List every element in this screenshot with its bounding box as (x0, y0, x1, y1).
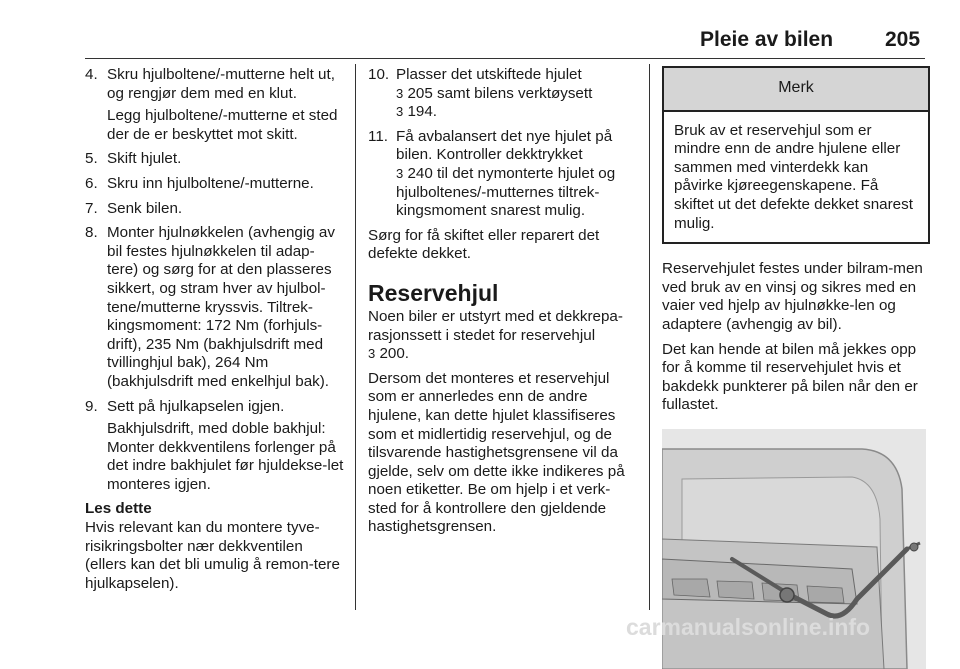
column-divider-2 (649, 64, 650, 610)
list-item-6 (85, 175, 345, 194)
paragraph: Det kan hende at bilen må jekkes opp for å komme til reservehjulet hvis et bakdekk punkterer på bilen når den er fullastet. (662, 340, 918, 414)
section-heading: Reservehjul (368, 279, 499, 306)
list-text-part: 205 samt bilens verktøysett (403, 84, 593, 102)
list-item-8 (85, 224, 345, 391)
paragraph-part: Noen biler er utstyrt med et dekkrepa-rasjonssett i stedet for reservehjul (368, 307, 623, 344)
list-text (396, 66, 634, 122)
list-item-4 (85, 66, 345, 103)
list-number: 10. (368, 66, 390, 83)
list-subtext: Bakhjulsdrift, med doble bakhjul: Monter dekkventilens forlenger på det indre bakhjulet før hjuldekse-let monteres igjen. (107, 420, 344, 493)
list-text (396, 128, 634, 221)
list-text: Skru inn hjulboltene/-mutterne. (107, 174, 314, 192)
page-reference-icon: 3 (396, 165, 404, 181)
list-text-part: Plasser det utskiftede hjulet (396, 66, 582, 83)
header-rule (85, 58, 925, 59)
list-item-7 (85, 200, 345, 219)
list-text: Senk bilen. (107, 199, 183, 217)
list-text: Monter hjulnøkkelen (avhengig av bil festes hjulnøkkelen til adap-tere) og sørg for at den plasseres sikkert, og stram hver av hjulbol-tene/mutterne kryssvis. Tiltrek-kingsmoment: 172 Nm (forhjuls-drift), 235 Nm (bakhjulsdrift med tvillinghjul bak), 264 Nm (bakhjulsdrift med enkelhjul bak). (107, 224, 335, 390)
list-text: Skru hjulboltene/-mutterne helt ut, og rengjør dem med en klut. (107, 66, 335, 102)
list-text: Skift hjulet. (107, 150, 182, 168)
page-reference-icon: 3 (396, 85, 404, 101)
note-heading: Les dette (85, 500, 152, 518)
list-number: 11. (368, 127, 388, 145)
list-text: Sett på hjulkapselen igjen. (107, 397, 285, 415)
page-number: 205 (885, 28, 921, 51)
column-divider-1 (355, 64, 356, 610)
watermark: carmanualsonline.info (626, 614, 871, 640)
list-item-9 (85, 398, 345, 417)
page-reference-icon: 3 (368, 346, 376, 362)
list-number: 8. (85, 224, 98, 242)
column-2 (368, 66, 634, 543)
list-number: 4. (85, 66, 98, 83)
list-number: 7. (85, 199, 98, 217)
list-text-part: 240 til det nymonterte hjulet og hjulboltenes/-mutternes tiltrek-kingsmoment snarest mulig. (396, 164, 616, 220)
list-number: 6. (85, 174, 98, 192)
list-text-part: 194. (403, 103, 438, 121)
note-box (662, 66, 930, 244)
paragraph: Reservehjulet festes under bilram-men ved bruk av en vinsj og sikres med en vaier ved hjelp av hjulnøkke-len og adaptere (avhengig av bil). (662, 260, 923, 333)
column-1 (85, 66, 345, 593)
note-body: Hvis relevant kan du montere tyve-risikringsbolter nær dekkventilen (ellers kan det bli umulig å remon-tere hjulkapselen). (85, 519, 340, 592)
list-item-11 (368, 128, 634, 221)
page-reference-icon: 3 (396, 104, 404, 120)
list-number: 9. (85, 397, 98, 415)
list-number: 5. (85, 150, 98, 168)
note-box-body: Bruk av et reservehjul som er mindre enn de andre hjulene eller sammen med vinterdekk kan påvirke kjøreegenskapene. Få skiftet ut det defekte dekket snarest mulig. (674, 121, 913, 232)
paragraph: Dersom det monteres et reservehjul som er annerledes enn de andre hjulene, kan dette hjulet klassifiseres som et midlertidig reservehjul, og de tilsvarende hastighetsgrensene vil da gjelde, selv om dette ikke indikeres på noen etiketter. Be om hjelp i et verk-sted for å kontrollere den gjeldende hastighetsgrensen. (368, 369, 625, 536)
list-item-10 (368, 66, 634, 122)
paragraph (368, 308, 634, 364)
list-item-5 (85, 150, 345, 169)
column-3 (662, 66, 930, 669)
paragraph-part: 200. (375, 345, 410, 363)
paragraph: Sørg for få skiftet eller reparert det defekte dekket. (368, 226, 600, 263)
note-box-heading: Merk (664, 68, 928, 112)
list-text-part: Få avbalansert det nye hjulet på bilen. Kontroller dekktrykket (396, 127, 613, 164)
page-header-title: Pleie av bilen (700, 28, 834, 51)
list-subtext: Legg hjulboltene/-mutterne et sted der de er beskyttet mot skitt. (107, 107, 338, 143)
